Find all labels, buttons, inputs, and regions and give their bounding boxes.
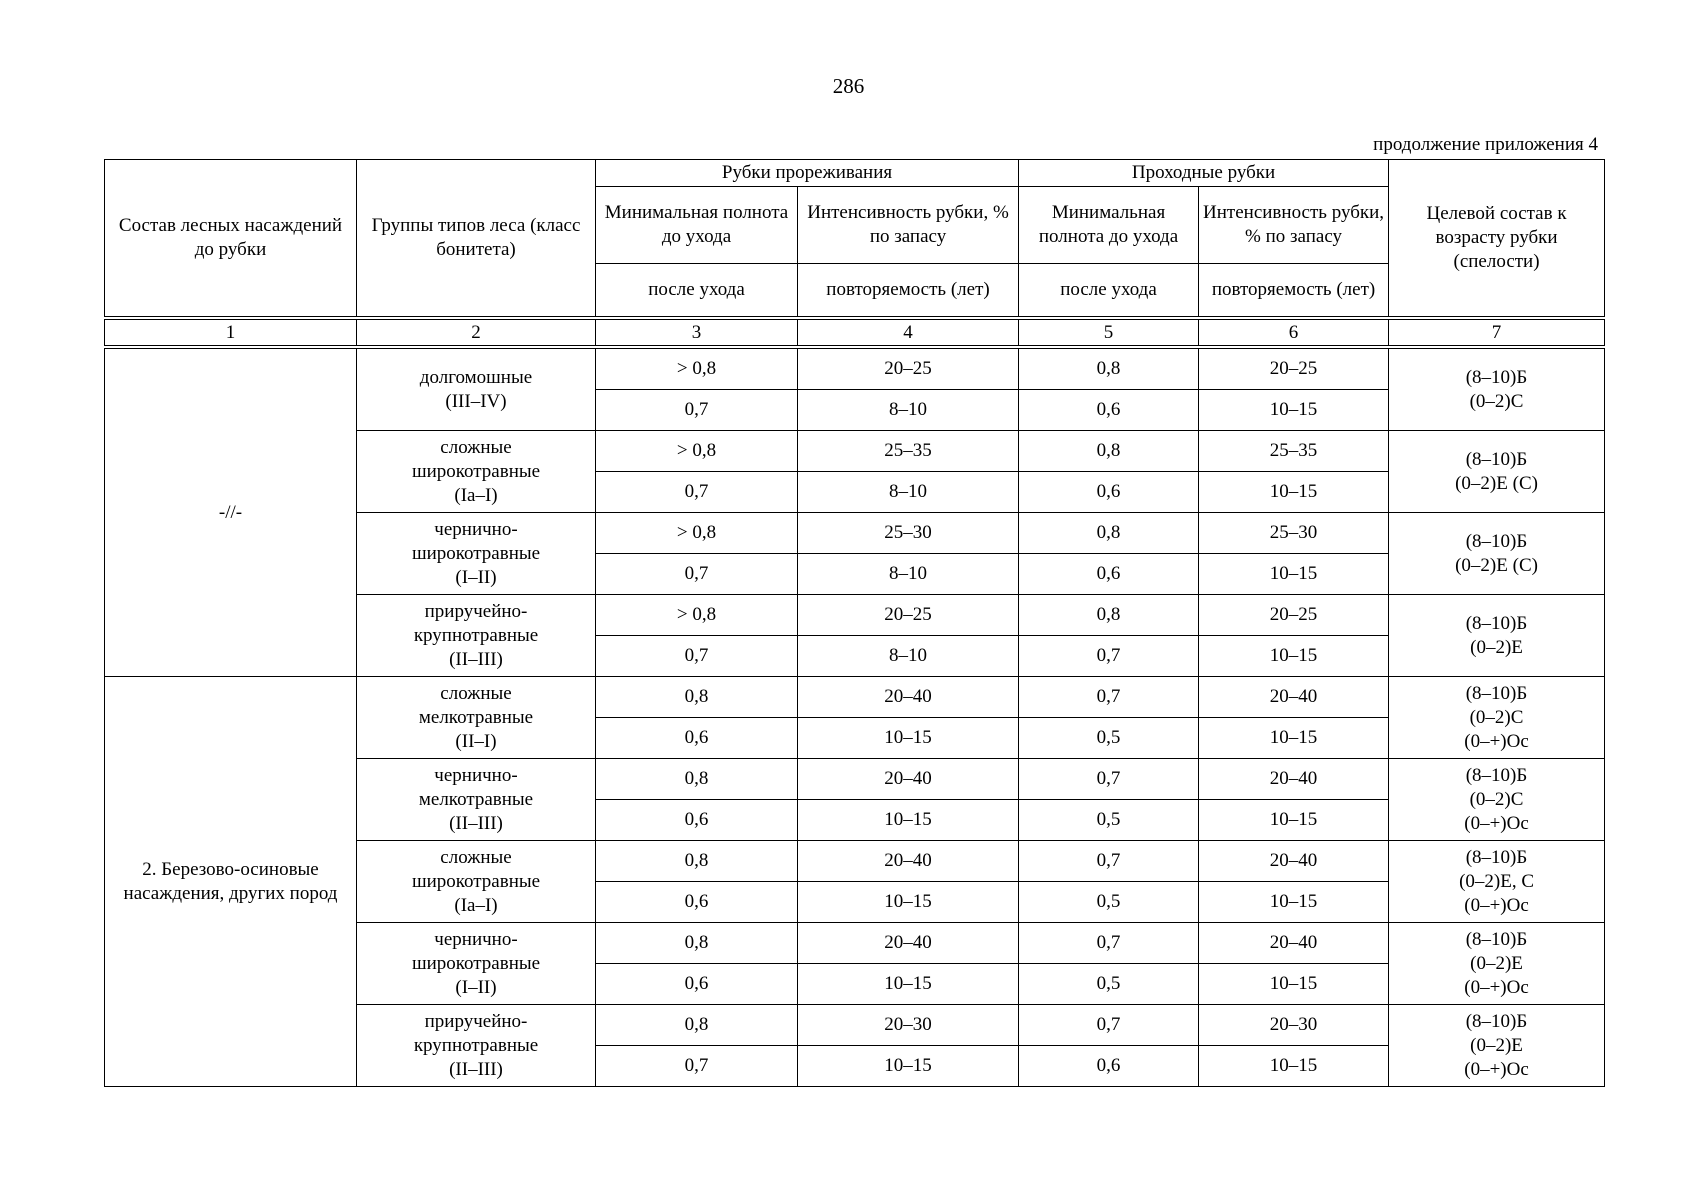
density-passing-cell: 0,6	[1019, 390, 1199, 431]
density-thinning-cell: 0,8	[596, 677, 798, 718]
target-composition-line: (0–+)Ос	[1464, 894, 1529, 916]
column-number: 6	[1199, 318, 1389, 347]
density-thinning-cell: > 0,8	[596, 595, 798, 636]
intensity-thinning-cell: 20–25	[798, 347, 1019, 390]
table-header	[105, 160, 1605, 348]
target-composition-line: (8–10)Б	[1465, 530, 1528, 552]
density-thinning-cell: > 0,8	[596, 347, 798, 390]
intensity-passing-cell: 20–30	[1199, 1005, 1389, 1046]
forest-type-group-line: мелкотравные	[418, 788, 534, 810]
intensity-passing-cell: 10–15	[1199, 390, 1389, 431]
density-passing-cell: 0,5	[1019, 882, 1199, 923]
density-thinning-cell: 0,7	[596, 472, 798, 513]
target-composition-cell	[1389, 431, 1605, 513]
forest-type-group-line: широкотравные	[411, 460, 541, 482]
intensity-passing-cell: 10–15	[1199, 718, 1389, 759]
intensity-passing-cell: 10–15	[1199, 472, 1389, 513]
density-thinning-cell: 0,8	[596, 841, 798, 882]
target-composition-line: (0–2)Е	[1470, 952, 1523, 974]
forest-type-group-line: (III–IV)	[445, 390, 507, 412]
intensity-passing-cell: 20–25	[1199, 347, 1389, 390]
forest-type-group-cell	[357, 759, 596, 841]
intensity-passing-cell: 20–40	[1199, 759, 1389, 800]
forest-type-group-cell	[357, 1005, 596, 1087]
intensity-passing-cell: 10–15	[1199, 964, 1389, 1005]
density-thinning-cell: 0,8	[596, 1005, 798, 1046]
composition-cell: 2. Березово-осиновые насаждения, других пород	[105, 677, 357, 1087]
forest-type-group-cell	[357, 513, 596, 595]
composition-cell: -//-	[105, 347, 357, 677]
intensity-thinning-cell: 10–15	[798, 1046, 1019, 1087]
forest-type-group-cell	[357, 923, 596, 1005]
target-composition-line: (0–+)Ос	[1464, 1058, 1529, 1080]
target-composition-line: (0–+)Ос	[1464, 730, 1529, 752]
table-body	[105, 347, 1605, 1087]
intensity-passing-cell: 25–30	[1199, 513, 1389, 554]
target-composition-line: (0–+)Ос	[1464, 812, 1529, 834]
header-min-density-passing: Минимальная полнота до ухода	[1019, 187, 1199, 264]
forest-type-group-line: сложные	[440, 682, 512, 704]
density-thinning-cell: 0,6	[596, 882, 798, 923]
density-passing-cell: 0,5	[1019, 800, 1199, 841]
forestry-table	[104, 159, 1605, 1087]
intensity-thinning-cell: 8–10	[798, 636, 1019, 677]
intensity-passing-cell: 20–40	[1199, 923, 1389, 964]
target-composition-line: (0–2)С	[1469, 706, 1524, 728]
forest-type-group-line: чернично-	[434, 764, 518, 786]
density-thinning-cell: 0,8	[596, 759, 798, 800]
forest-type-group-line: широкотравные	[411, 870, 541, 892]
column-number: 1	[105, 318, 357, 347]
target-composition-line: (8–10)Б	[1465, 448, 1528, 470]
target-composition-cell	[1389, 513, 1605, 595]
header-repeat-thinning: повторяемость (лет)	[798, 264, 1019, 319]
header-repeat-passing: повторяемость (лет)	[1199, 264, 1389, 319]
target-composition-line: (8–10)Б	[1465, 764, 1528, 786]
intensity-passing-cell: 10–15	[1199, 554, 1389, 595]
table-row	[105, 347, 1605, 390]
target-composition-line: (0–2)Е	[1470, 636, 1523, 658]
column-number: 2	[357, 318, 596, 347]
header-after-care-passing: после ухода	[1019, 264, 1199, 319]
forest-type-group-line: крупнотравные	[413, 624, 539, 646]
density-passing-cell: 0,5	[1019, 718, 1199, 759]
forest-type-group-cell	[357, 841, 596, 923]
target-composition-line: (8–10)Б	[1465, 846, 1528, 868]
target-composition-line: (8–10)Б	[1465, 1010, 1528, 1032]
target-composition-cell	[1389, 759, 1605, 841]
intensity-thinning-cell: 20–40	[798, 677, 1019, 718]
density-thinning-cell: > 0,8	[596, 513, 798, 554]
header-min-density-thinning: Минимальная полнота до ухода	[596, 187, 798, 264]
continuation-note: продолжение приложения 4	[1373, 134, 1598, 155]
forest-type-group-cell	[357, 431, 596, 513]
density-thinning-cell: 0,6	[596, 800, 798, 841]
target-composition-cell	[1389, 677, 1605, 759]
density-thinning-cell: 0,6	[596, 964, 798, 1005]
density-thinning-cell: > 0,8	[596, 431, 798, 472]
forest-type-group-line: мелкотравные	[418, 706, 534, 728]
intensity-thinning-cell: 8–10	[798, 554, 1019, 595]
intensity-passing-cell: 20–40	[1199, 677, 1389, 718]
header-forest-type-groups: Группы типов леса (класс бонитета)	[357, 160, 596, 319]
forest-type-group-line: долгомошные	[419, 366, 533, 388]
header-intensity-thinning: Интенсивность рубки, % по запасу	[798, 187, 1019, 264]
target-composition-line: (0–2)Е, С	[1459, 870, 1534, 892]
density-passing-cell: 0,6	[1019, 1046, 1199, 1087]
header-thinning: Рубки прореживания	[596, 160, 1019, 187]
intensity-passing-cell: 10–15	[1199, 636, 1389, 677]
target-composition-line: (0–2)Е	[1470, 1034, 1523, 1056]
header-target-composition: Целевой состав к возрасту рубки (спелости)	[1389, 160, 1605, 319]
forest-type-group-line: широкотравные	[411, 542, 541, 564]
density-passing-cell: 0,8	[1019, 431, 1199, 472]
forest-type-group-line: (I–II)	[455, 566, 497, 588]
forest-type-group-cell	[357, 347, 596, 431]
density-passing-cell: 0,8	[1019, 513, 1199, 554]
intensity-passing-cell: 25–35	[1199, 431, 1389, 472]
forest-type-group-line: приручейно-	[424, 1010, 528, 1032]
intensity-thinning-cell: 20–40	[798, 841, 1019, 882]
forest-type-group-line: (Iа–I)	[454, 894, 498, 916]
forest-type-group-line: (I–II)	[455, 976, 497, 998]
target-composition-line: (0–2)С	[1469, 788, 1524, 810]
target-composition-line: (0–2)С	[1469, 390, 1524, 412]
header-after-care-thinning: после ухода	[596, 264, 798, 319]
target-composition-cell	[1389, 1005, 1605, 1087]
density-passing-cell: 0,8	[1019, 595, 1199, 636]
intensity-passing-cell: 20–25	[1199, 595, 1389, 636]
table-row	[105, 677, 1605, 718]
intensity-passing-cell: 20–40	[1199, 841, 1389, 882]
target-composition-cell	[1389, 595, 1605, 677]
density-passing-cell: 0,7	[1019, 1005, 1199, 1046]
forest-type-group-line: чернично-	[434, 928, 518, 950]
forest-type-group-line: чернично-	[434, 518, 518, 540]
density-thinning-cell: 0,7	[596, 1046, 798, 1087]
forest-type-group-line: (Iа–I)	[454, 484, 498, 506]
header-composition: Состав лесных насаждений до рубки	[105, 160, 357, 319]
target-composition-cell	[1389, 841, 1605, 923]
column-number: 4	[798, 318, 1019, 347]
density-passing-cell: 0,7	[1019, 841, 1199, 882]
target-composition-line: (8–10)Б	[1465, 366, 1528, 388]
target-composition-line: (8–10)Б	[1465, 612, 1528, 634]
column-number: 5	[1019, 318, 1199, 347]
forest-type-group-line: приручейно-	[424, 600, 528, 622]
forest-type-group-cell	[357, 677, 596, 759]
intensity-thinning-cell: 10–15	[798, 800, 1019, 841]
target-composition-line: (0–+)Ос	[1464, 976, 1529, 998]
page-number: 286	[832, 74, 865, 98]
density-passing-cell: 0,5	[1019, 964, 1199, 1005]
forest-type-group-line: сложные	[440, 846, 512, 868]
intensity-thinning-cell: 8–10	[798, 390, 1019, 431]
intensity-thinning-cell: 20–25	[798, 595, 1019, 636]
forest-type-group-line: (II–III)	[449, 648, 503, 670]
density-thinning-cell: 0,7	[596, 636, 798, 677]
forest-type-group-line: сложные	[440, 436, 512, 458]
density-passing-cell: 0,6	[1019, 472, 1199, 513]
header-passing-cuts: Проходные рубки	[1019, 160, 1389, 187]
density-passing-cell: 0,6	[1019, 554, 1199, 595]
intensity-thinning-cell: 20–40	[798, 923, 1019, 964]
intensity-thinning-cell: 25–30	[798, 513, 1019, 554]
column-number: 3	[596, 318, 798, 347]
intensity-passing-cell: 10–15	[1199, 1046, 1389, 1087]
target-composition-line: (8–10)Б	[1465, 682, 1528, 704]
intensity-thinning-cell: 25–35	[798, 431, 1019, 472]
column-number: 7	[1389, 318, 1605, 347]
density-passing-cell: 0,7	[1019, 636, 1199, 677]
density-thinning-cell: 0,8	[596, 923, 798, 964]
intensity-passing-cell: 10–15	[1199, 800, 1389, 841]
density-thinning-cell: 0,6	[596, 718, 798, 759]
target-composition-cell	[1389, 347, 1605, 431]
intensity-passing-cell: 10–15	[1199, 882, 1389, 923]
forest-type-group-cell	[357, 595, 596, 677]
density-passing-cell: 0,7	[1019, 759, 1199, 800]
intensity-thinning-cell: 10–15	[798, 882, 1019, 923]
intensity-thinning-cell: 20–30	[798, 1005, 1019, 1046]
intensity-thinning-cell: 10–15	[798, 964, 1019, 1005]
density-passing-cell: 0,8	[1019, 347, 1199, 390]
density-passing-cell: 0,7	[1019, 923, 1199, 964]
density-passing-cell: 0,7	[1019, 677, 1199, 718]
target-composition-line: (0–2)Е (С)	[1455, 554, 1538, 576]
forest-type-group-line: (II–III)	[449, 812, 503, 834]
forest-type-group-line: (II–I)	[455, 730, 497, 752]
forest-type-group-line: (II–III)	[449, 1058, 503, 1080]
density-thinning-cell: 0,7	[596, 390, 798, 431]
target-composition-line: (8–10)Б	[1465, 928, 1528, 950]
intensity-thinning-cell: 20–40	[798, 759, 1019, 800]
target-composition-line: (0–2)Е (С)	[1455, 472, 1538, 494]
intensity-thinning-cell: 10–15	[798, 718, 1019, 759]
intensity-thinning-cell: 8–10	[798, 472, 1019, 513]
header-intensity-passing: Интенсивность рубки, % по запасу	[1199, 187, 1389, 264]
forest-type-group-line: крупнотравные	[413, 1034, 539, 1056]
density-thinning-cell: 0,7	[596, 554, 798, 595]
target-composition-cell	[1389, 923, 1605, 1005]
column-number-row	[105, 318, 1605, 347]
forest-type-group-line: широкотравные	[411, 952, 541, 974]
